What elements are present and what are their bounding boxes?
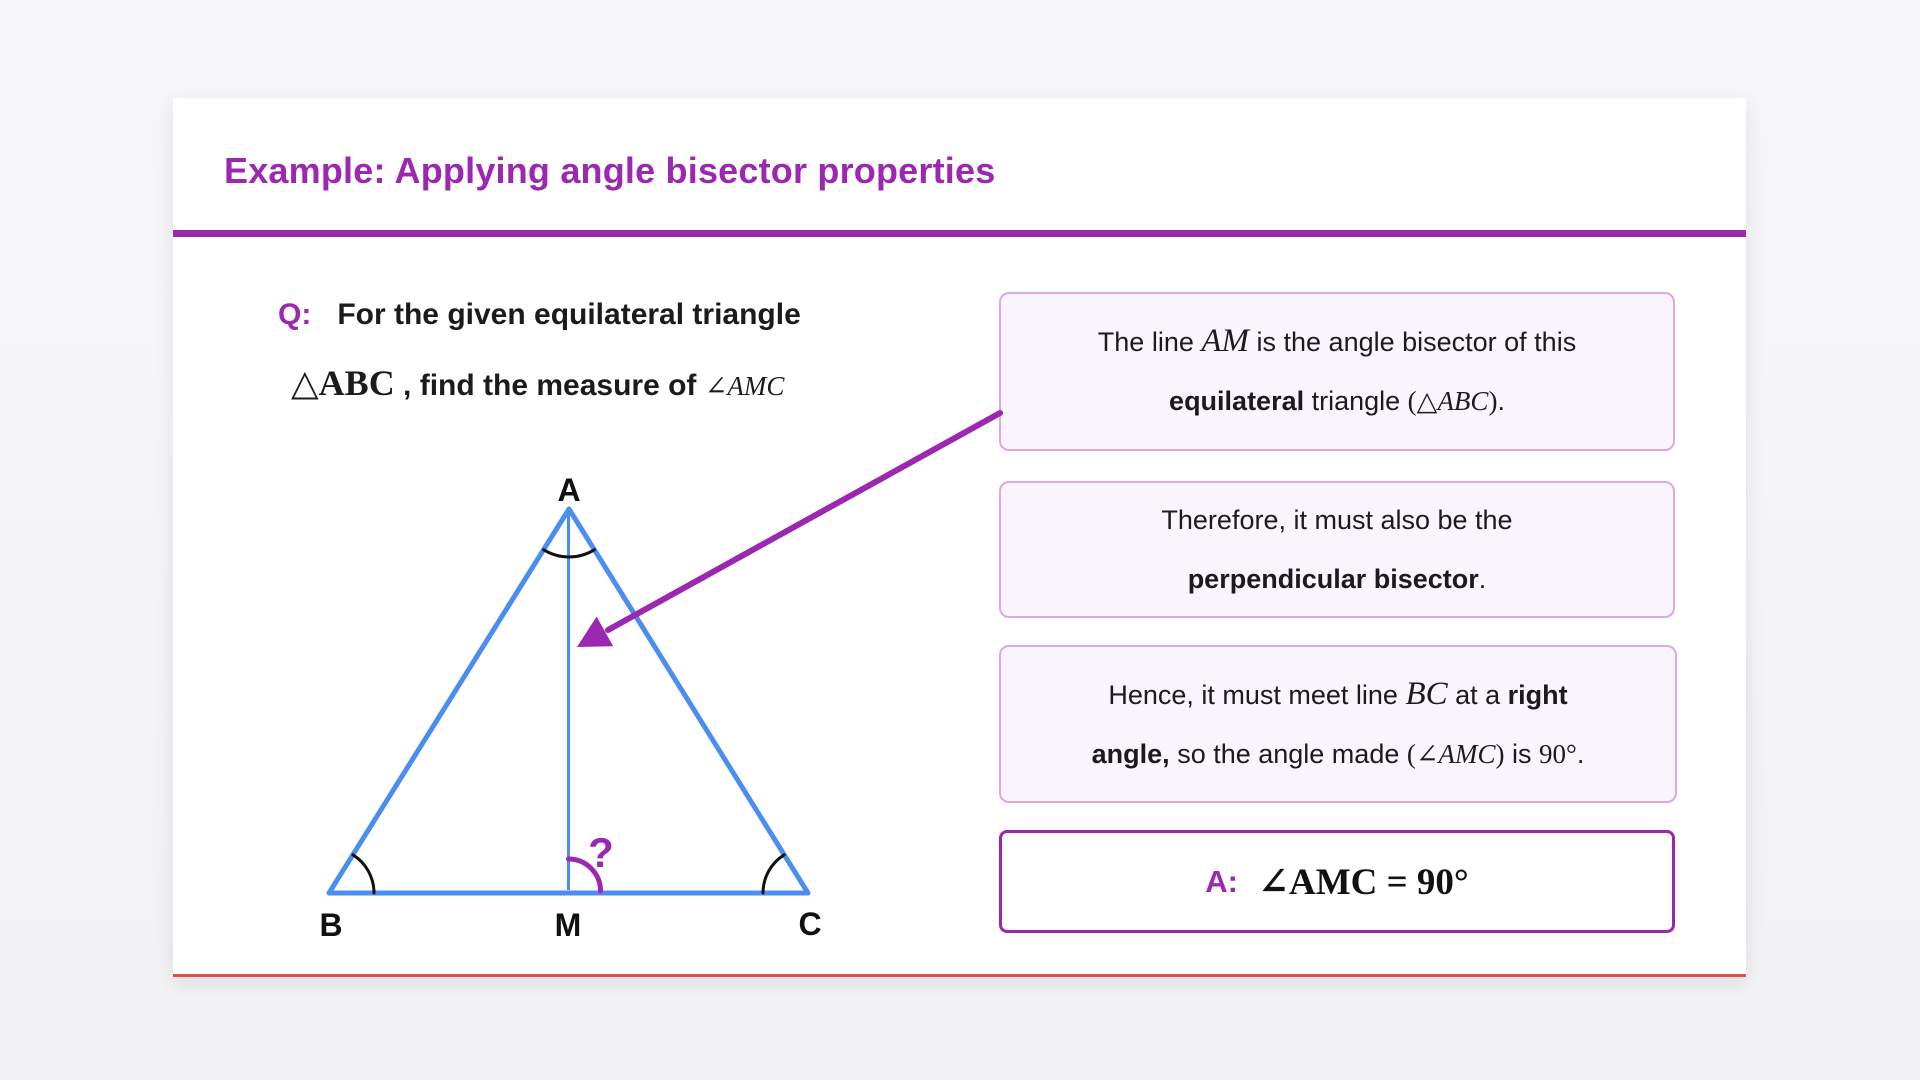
answer-box bbox=[999, 830, 1675, 933]
text-segment: BC bbox=[1405, 675, 1448, 712]
text-segment: 90° bbox=[1539, 738, 1577, 769]
unknown-angle-question-mark: ? bbox=[588, 829, 614, 876]
text-segment: (∠ bbox=[1406, 738, 1439, 769]
text-segment: at a bbox=[1447, 679, 1508, 710]
vertex-label-M: M bbox=[554, 907, 582, 943]
callout-line bbox=[1169, 372, 1505, 431]
question-line-2 bbox=[291, 362, 784, 404]
callout-line bbox=[1108, 665, 1567, 725]
content-card bbox=[173, 98, 1746, 977]
question-text: For the given equilateral triangle bbox=[337, 298, 801, 331]
vertex-label-C: C bbox=[798, 906, 822, 942]
text-segment: . bbox=[1478, 563, 1487, 594]
vertex-label-A: A bbox=[557, 472, 581, 508]
answer-label: A: bbox=[1205, 863, 1238, 899]
callout-line bbox=[1161, 491, 1512, 550]
text-segment: AMC bbox=[727, 371, 785, 401]
text-segment: ) bbox=[1495, 738, 1505, 769]
text-segment: (△ bbox=[1407, 386, 1438, 416]
text-segment: perpendicular bisector bbox=[1187, 563, 1479, 594]
text-segment: AM bbox=[1201, 323, 1250, 359]
text-segment: is the angle bisector of this bbox=[1249, 327, 1577, 357]
text-segment: . bbox=[1497, 386, 1505, 416]
text-segment: equilateral bbox=[1169, 386, 1305, 416]
question-line-1 bbox=[278, 298, 801, 332]
text-segment: Hence, it must meet line bbox=[1108, 679, 1406, 710]
text-segment: ∠ bbox=[704, 371, 728, 401]
callout-perpendicular-bisector bbox=[999, 481, 1675, 618]
text-segment: ) bbox=[1488, 386, 1498, 416]
callout-line bbox=[1092, 725, 1585, 784]
callout-angle-bisector bbox=[999, 292, 1675, 451]
callout-right-angle bbox=[999, 645, 1677, 803]
text-segment: The line bbox=[1097, 327, 1202, 357]
vertex-label-B: B bbox=[319, 907, 343, 943]
text-segment: is bbox=[1504, 738, 1539, 769]
text-segment: . bbox=[1576, 738, 1585, 769]
text-segment: angle, bbox=[1091, 738, 1170, 769]
callout-line bbox=[1188, 550, 1487, 609]
page-title: Example: Applying angle bisector properties bbox=[224, 150, 996, 191]
text-segment: , find the measure of bbox=[394, 369, 705, 402]
text-segment: ABC bbox=[1437, 386, 1489, 416]
text-segment: Therefore, it must also be the bbox=[1161, 504, 1513, 535]
text-segment: so the angle made bbox=[1169, 738, 1407, 769]
answer-value: ∠AMC = 90° bbox=[1257, 862, 1469, 903]
text-segment: △ABC bbox=[291, 363, 395, 403]
text-segment: right bbox=[1507, 679, 1568, 710]
title-divider bbox=[173, 230, 1746, 237]
text-segment: AMC bbox=[1438, 738, 1496, 769]
question-label: Q: bbox=[278, 298, 312, 331]
text-segment: triangle bbox=[1304, 386, 1408, 416]
callout-line bbox=[1098, 312, 1576, 372]
